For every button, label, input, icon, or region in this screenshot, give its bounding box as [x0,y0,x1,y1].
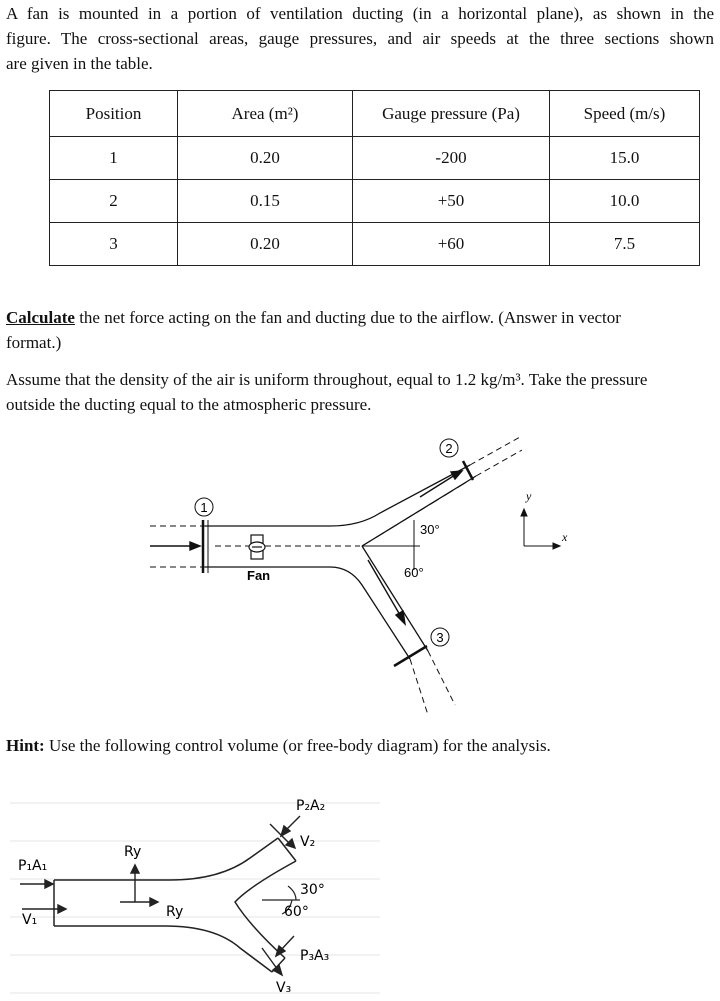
angle-30-label: 30° [420,522,440,537]
p2a2-label: P₂A₂ [296,798,326,814]
data-table [49,90,700,266]
task-line-1-rest: the net force acting on the fan and ducting due to the airflow. (Answer in vector [74,308,621,327]
section-3-label: 3 [436,630,444,645]
cell-area: 0.15 [178,180,353,223]
task-paragraph [6,305,714,355]
task-line-1 [6,305,714,330]
axis-y-label: y [526,489,532,503]
task-line-2: format.) [6,333,62,352]
cell-pressure: +50 [353,180,550,223]
header-area: Area (m²) [178,91,353,137]
cell-speed: 15.0 [550,137,700,180]
assumption-line-2: outside the ducting equal to the atmospheric pressure. [6,395,372,414]
angle-30-sketch: 30° [300,882,325,898]
ry-upper-label: Ry [124,844,142,860]
cell-pressure: -200 [353,137,550,180]
cell-position: 1 [50,137,178,180]
assumption-paragraph [6,367,714,417]
table-row [50,137,700,180]
p3a3-label: P₃A₃ [300,948,330,964]
cell-speed: 10.0 [550,180,700,223]
section-2-label: 2 [445,441,453,456]
task-keyword: Calculate [6,308,75,327]
hint-paragraph [6,733,714,758]
v3-label: V₃ [276,980,292,996]
cell-position: 3 [50,223,178,266]
intro-line-2: figure. The cross-sectional areas, gauge pressures, and air speeds at the three sections shown [6,29,714,48]
hint-label: Hint: [6,736,45,755]
header-position: Position [50,91,178,137]
hint-text: Use the following control volume (or free-body diagram) for the analysis. [44,736,551,755]
section-1-label: 1 [200,500,208,515]
angle-60-label: 60° [404,565,424,580]
cell-area: 0.20 [178,223,353,266]
fan-label: Fan [247,568,271,583]
cell-pressure: +60 [353,223,550,266]
header-pressure: Gauge pressure (Pa) [353,91,550,137]
v1-label: V₁ [22,912,38,928]
ducting-figure [0,425,720,725]
ry-lower-label: Ry [166,904,184,920]
header-speed: Speed (m/s) [550,91,700,137]
control-volume-figure [0,776,720,1001]
intro-line-1: A fan is mounted in a portion of ventilation ducting (in a horizontal plane), as shown in the [6,4,714,23]
table-row [50,223,700,266]
axis-x-label: x [562,530,568,544]
intro-paragraph [6,1,714,76]
table-header-row [50,91,700,137]
v2-label: V₂ [300,834,316,850]
cell-area: 0.20 [178,137,353,180]
p1a1-label: P₁A₁ [18,858,48,874]
assumption-line-1: Assume that the density of the air is uniform throughout, equal to 1.2 kg/m³. Take the pressure [6,370,648,389]
intro-line-3: are given in the table. [6,54,153,73]
angle-60-sketch: 60° [284,904,309,920]
table-row [50,180,700,223]
cell-position: 2 [50,180,178,223]
cell-speed: 7.5 [550,223,700,266]
